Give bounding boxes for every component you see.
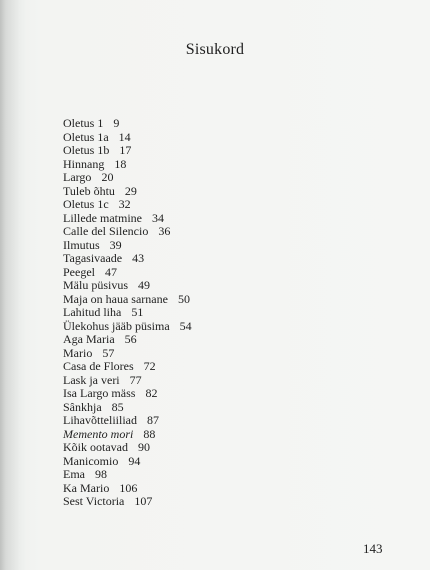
toc-entry: [63, 347, 192, 361]
toc-entry-title: Oletus 1: [63, 116, 104, 130]
toc-entry-page: 57: [102, 345, 115, 360]
toc-entry-page: 90: [138, 440, 150, 454]
toc-entry-title: Maja on haua sarnane: [63, 291, 168, 306]
toc-entry-title: Sest Victoria: [63, 494, 125, 508]
toc-entry: [63, 144, 192, 158]
toc-entry: [63, 468, 192, 482]
toc-entry-page: 98: [95, 467, 107, 481]
toc-entry-title: Ilmutus: [63, 237, 100, 252]
toc-entry-page: 72: [143, 359, 156, 373]
toc-entry-title: Ka Mario: [63, 480, 110, 495]
toc-entry: [63, 212, 192, 226]
toc-entry: [63, 306, 192, 320]
toc-entry: [63, 482, 192, 496]
toc-entry: [63, 185, 192, 199]
toc-entry-page: 51: [131, 305, 144, 319]
toc-entry: [63, 266, 192, 280]
toc-entry-page: 85: [111, 399, 124, 414]
toc-entry-page: 36: [158, 224, 171, 238]
toc-entry-title: Calle del Silencio: [63, 224, 149, 238]
toc-entry-page: 34: [151, 210, 164, 225]
toc-entry-title: Lask ja veri: [63, 372, 120, 387]
toc-entry: [63, 239, 192, 253]
toc-entry: [63, 360, 192, 374]
toc-entry-page: 18: [114, 156, 127, 171]
toc-entry-title: Largo: [63, 170, 92, 184]
toc-entry-title: Peegel: [63, 264, 95, 279]
toc-entry-page: 20: [101, 170, 114, 184]
toc-entry-title: Isa Largo mäss: [63, 386, 136, 400]
toc-entry-page: 43: [132, 251, 145, 265]
toc-entry: [63, 198, 192, 212]
toc-entry: [63, 225, 192, 239]
toc-entry: [63, 171, 192, 185]
toc-entry-title: Lihavõtteliiliad: [63, 413, 137, 427]
toc-entry-page: 88: [143, 426, 156, 441]
toc-entry-page: 106: [119, 480, 138, 495]
page-title: Sisukord: [185, 41, 245, 58]
toc-entry-page: 107: [134, 494, 153, 508]
toc-entry-page: 82: [145, 386, 158, 400]
toc-entry: [63, 293, 192, 307]
toc-entry-page: 50: [177, 291, 190, 306]
toc-entry-title: Aga Maria: [63, 332, 115, 346]
toc-entry: [63, 428, 192, 442]
toc-entry-page: 32: [118, 197, 131, 211]
toc-entry: [63, 320, 192, 334]
toc-entry-title: Casa de Flores: [63, 359, 134, 373]
toc-entry: [63, 455, 192, 469]
toc-entry: [63, 374, 192, 388]
toc-entry: [63, 252, 192, 266]
table-of-contents: [63, 117, 192, 509]
toc-entry-title: Lillede matmine: [63, 210, 142, 225]
page-number: 143: [363, 541, 383, 556]
toc-entry-title: Sânkhja: [63, 399, 102, 414]
toc-entry-page: 47: [105, 264, 117, 279]
toc-entry-title: Oletus 1a: [63, 129, 109, 144]
toc-entry: [63, 387, 192, 401]
toc-entry-page: 39: [109, 237, 122, 252]
toc-entry-page: 56: [124, 332, 137, 346]
toc-entry-title: Ülekohus jääb püsima: [63, 318, 170, 333]
toc-entry: [63, 279, 192, 293]
toc-entry-page: 9: [113, 116, 120, 130]
toc-entry: [63, 401, 192, 415]
toc-entry-title: Tagasivaade: [63, 251, 123, 265]
toc-entry-title: Tuleb õhtu: [63, 183, 115, 198]
toc-entry-title: Mario: [63, 345, 93, 360]
page-gutter-shadow: [0, 0, 26, 570]
toc-entry: [63, 117, 192, 131]
toc-entry-title: Mälu püsivus: [63, 278, 129, 292]
toc-entry: [63, 131, 192, 145]
toc-entry-title: Lahitud liha: [63, 305, 122, 319]
show-through-text: [300, 40, 420, 200]
toc-entry-title: Kõik ootavad: [63, 440, 128, 454]
toc-entry-page: 14: [118, 129, 131, 144]
toc-entry-title: Oletus 1b: [63, 143, 110, 157]
toc-entry: [63, 441, 192, 455]
toc-entry-title: Memento mori: [63, 426, 134, 441]
toc-entry: [63, 333, 192, 347]
toc-entry-page: 87: [146, 413, 159, 427]
toc-entry: [63, 158, 192, 172]
toc-entry: [63, 414, 192, 428]
toc-entry-page: 17: [119, 143, 132, 157]
toc-entry-page: 29: [124, 183, 137, 198]
toc-entry-title: Manicomio: [63, 453, 119, 468]
toc-entry-page: 54: [179, 318, 192, 333]
toc-entry-page: 49: [138, 278, 151, 292]
toc-entry-title: Hinnang: [63, 156, 105, 171]
toc-entry-title: Oletus 1c: [63, 197, 109, 211]
toc-entry: [63, 495, 192, 509]
toc-entry-page: 94: [128, 453, 141, 468]
toc-entry-title: Ema: [63, 467, 85, 481]
toc-entry-page: 77: [129, 372, 142, 387]
